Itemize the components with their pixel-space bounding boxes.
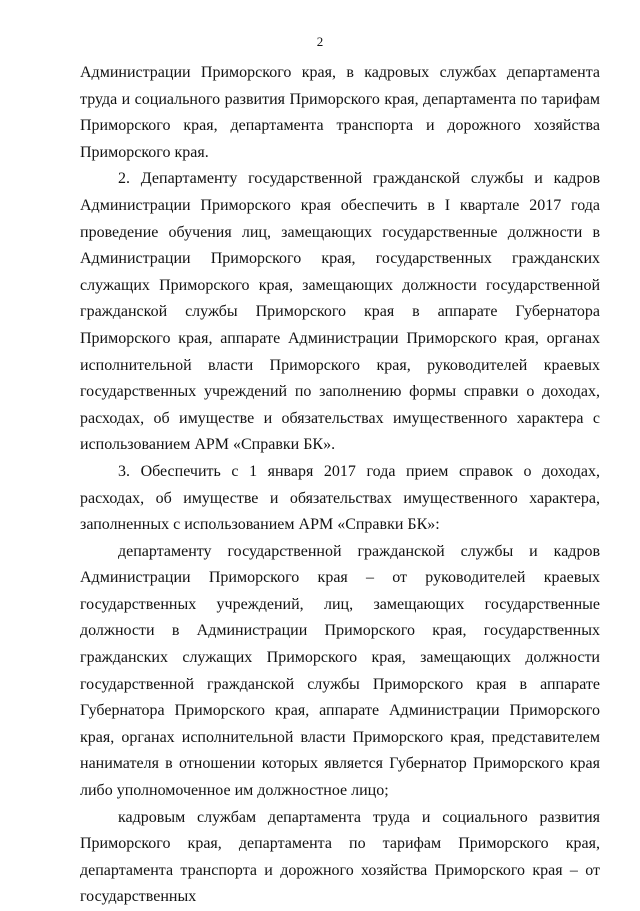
paragraph-continuation: Администрации Приморского края, в кадровых службах департамента труда и социального развития Приморского края, департамента по тарифам Приморского края, департамента транспорта и дорожного хозяйства Приморского края. (80, 64, 600, 161)
paragraph-item-3: 3. Обеспечить с 1 января 2017 года прием справок о доходах, расходах, об имуществе и обязательствах имущественного характера, заполненных с использованием АРМ «Справки БК»: (80, 462, 600, 534)
page-number: 2 (316, 34, 324, 49)
paragraph-subitem-department: департаменту государственной гражданской службы и кадров Администрации Приморского края – от руководителей краевых государственных учреждений, лиц, замещающих государственные должности в Администрации Приморского края, государственных гражданских служащих Приморского края, замещающих должности государственной гражданской службы Приморского края в аппарате Губернатора Приморского края, аппарате Администрации Приморского края, органах исполнительной власти Приморского края, представителем нанимателя в отношении которых является Губернатор Приморского края либо уполномоченное им должностное лицо; (80, 542, 600, 800)
paragraph-subitem-hr-services: кадровым службам департамента труда и социального развития Приморского края, департамента по тарифам Приморского края, департамента транспорта и дорожного хозяйства Приморского края – от государственных (80, 808, 600, 906)
document-body (80, 60, 600, 911)
paragraph-item-2: 2. Департаменту государственной гражданской службы и кадров Администрации Приморского края обеспечить в I квартале 2017 года проведение обучения лиц, замещающих государственные должности в Администрации Приморского края, государственных гражданских служащих Приморского края, замещающих должности государственной гражданской службы Приморского края в аппарате Губернатора Приморского края, аппарате Администрации Приморского края, органах исполнительной власти Приморского края, руководителей краевых государственных учреждений по заполнению формы справки о доходах, расходах, об имуществе и обязательствах имущественного характера с использованием АРМ «Справки БК». (80, 170, 600, 454)
